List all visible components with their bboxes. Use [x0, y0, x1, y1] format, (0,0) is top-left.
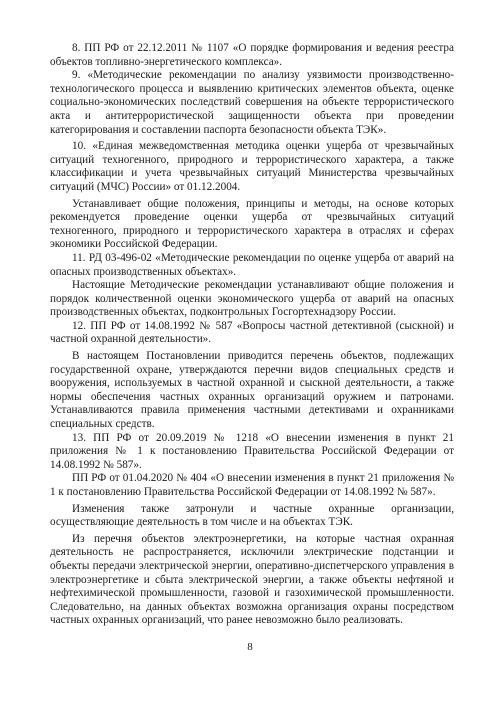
paragraph-item-11-description: Настоящие Методические рекомендации устанавливают общие положения и порядок количественной оценки экономического ущерба от аварий на опасных производственных объектах, подконтрольных Госгортехнадзору России.: [50, 279, 454, 319]
paragraph-item-8: 8. ПП РФ от 22.12.2011 № 1107 «О порядке формирования и ведения реестра объектов топливно-энергетического комплекса».: [50, 42, 454, 68]
paragraph-item-9: 9. «Методические рекомендации по анализу уязвимости производственно-технологического процесса и выявлению критических элементов объекта, оценке социально-экономических последствий совершения на объекте террористического акта и антитеррористической защищенности объекта при проведении категорирования и составлении паспорта безопасности объекта ТЭК».: [50, 69, 454, 136]
paragraph-item-12: 12. ПП РФ от 14.08.1992 № 587 «Вопросы частной детективной (сыскной) и частной охранной деятельности».: [50, 319, 454, 346]
paragraph-changes-detail: Из перечня объектов электроэнергетики, на которые частная охранная деятельность не распространяется, исключили электрические подстанции и объекты передачи электрической энергии, оперативно-диспетчерского управления в электроэнергетике и сбыта электрической энергии, а также объекты нефтяной и нефтехимической промышленности, газовой и газохимической промышленности. Следовательно, на данных объектах возможна организация охраны посредством частных охранных организаций, что ранее невозможно было реализовать.: [50, 532, 454, 627]
paragraph-changes-note: Изменения также затронули и частные охранные организации, осуществляющие деятельность в том числе и на объектах ТЭК.: [50, 502, 454, 529]
paragraph-item-12-description: В настоящем Постановлении приводится перечень объектов, подлежащих государственной охране, утверждаются перечни видов специальных средств и вооружения, используемых в частной охранной и сыскной деятельности, а также нормы обеспечения частных охранных организаций оружием и патронами. Устанавливаются правила применения частными детективами и охранниками специальных средств.: [50, 350, 454, 431]
paragraph-item-10-description: Устанавливает общие положения, принципы и методы, на основе которых рекомендуется проведение оценки ущерба от чрезвычайных ситуаций техногенного, природного и террористического характера в отраслях и сферах экономики Российской Федерации.: [50, 197, 454, 251]
page-number: 8: [247, 641, 253, 653]
page-body: [50, 42, 454, 628]
paragraph-item-13: 13. ПП РФ от 20.09.2019 № 1218 «О внесении изменения в пункт 21 приложения № 1 к постановлению Правительства Российской Федерации от 14.08.1992 № 587».: [50, 431, 454, 471]
paragraph-item-11: 11. РД 03-496-02 «Методические рекомендации по оценке ущерба от аварий на опасных производственных объектах».: [50, 251, 454, 278]
paragraph-item-10: 10. «Единая межведомственная методика оценки ущерба от чрезвычайных ситуаций техногенного, природного и террористического характера, а также классификации и учета чрезвычайных ситуаций Министерства чрезвычайных ситуаций (МЧС) России» от 01.12.2004.: [50, 140, 454, 193]
paragraph-item-13-amendment: ПП РФ от 01.04.2020 № 404 «О внесении изменения в пункт 21 приложения № 1 к постановлению Правительства Российской Федерации от 14.08.1992 № 587».: [50, 472, 454, 498]
